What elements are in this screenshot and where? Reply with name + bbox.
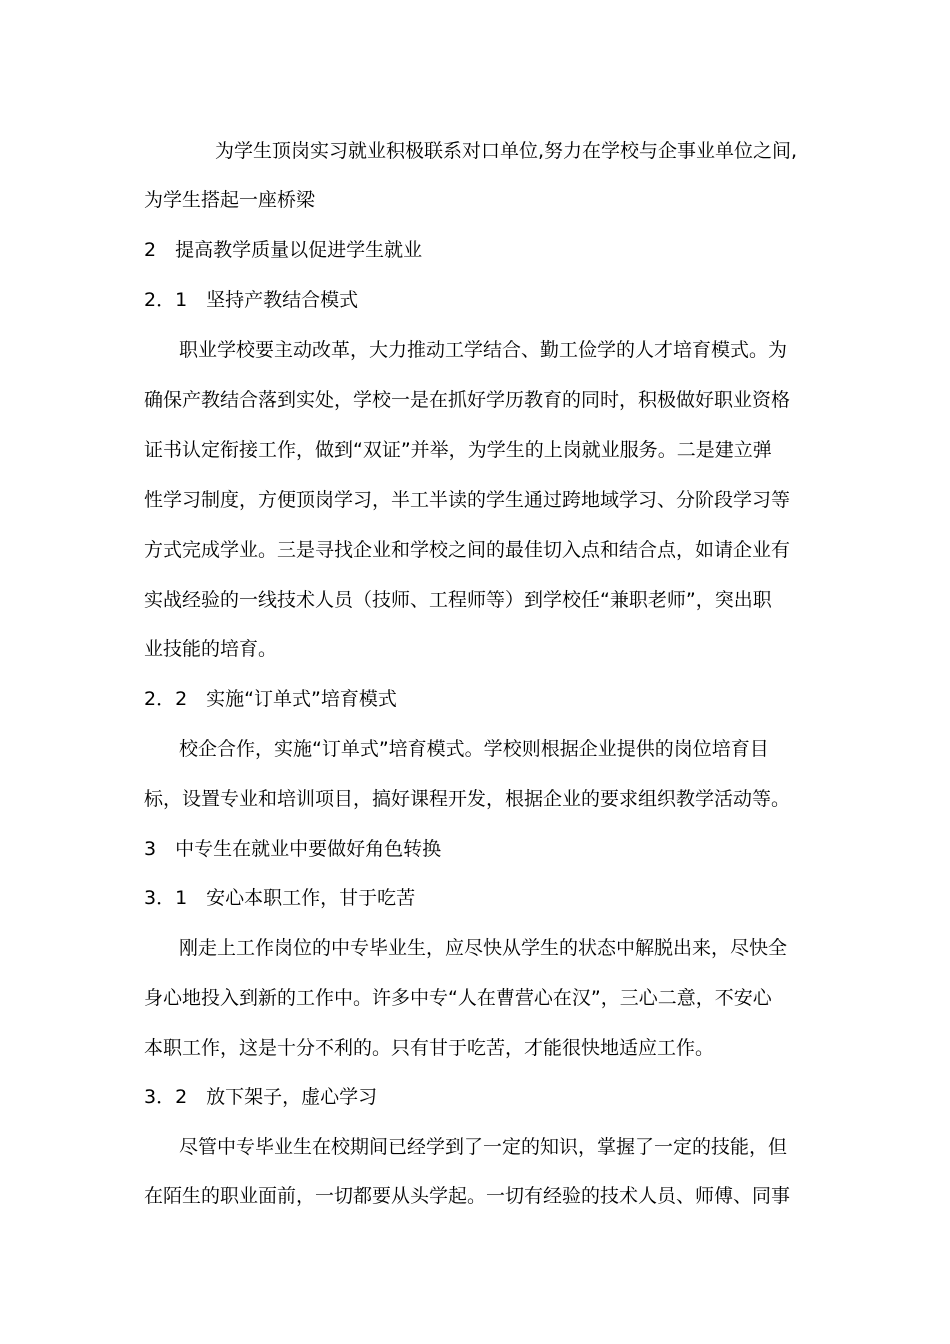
paragraph-line: 确保产教结合落到实处，学校一是在抓好学历教育的同时，积极做好职业资格 — [144, 389, 791, 411]
paragraph-line: 性学习制度，方便顶岗学习，半工半读的学生通过跨地域学习、分阶段学习等 — [144, 489, 791, 511]
section-heading: 2 提高教学质量以促进学生就业 — [144, 239, 423, 261]
paragraph-line: 为学生搭起一座桥梁 — [144, 189, 316, 211]
paragraph-line: 刚走上工作岗位的中专毕业生，应尽快从学生的状态中解脱出来，尽快全 — [179, 937, 788, 959]
paragraph-line: 业技能的培育。 — [144, 638, 278, 660]
paragraph-line: 在陌生的职业面前，一切都要从头学起。一切有经验的技术人员、师傅、同事 — [144, 1185, 791, 1207]
subsection-heading: 2．1 坚持产教结合模式 — [144, 289, 359, 311]
paragraph-line: 尽管中专毕业生在校期间已经学到了一定的知识，掌握了一定的技能，但 — [179, 1136, 788, 1158]
subsection-heading: 2．2 实施“订单式”培育模式 — [144, 688, 397, 710]
paragraph-line: 标，设置专业和培训项目，搞好课程开发，根据企业的要求组织教学活动等。 — [144, 788, 791, 810]
paragraph-line: 实战经验的一线技术人员（技师、工程师等）到学校任“兼职老师”，突出职 — [144, 589, 772, 611]
paragraph-line: 身心地投入到新的工作中。许多中专“人在曹营心在汉”，三心二意，不安心 — [144, 987, 772, 1009]
paragraph-line: 校企合作，实施“订单式”培育模式。学校则根据企业提供的岗位培育目 — [179, 738, 769, 760]
subsection-heading: 3．1 安心本职工作，甘于吃苦 — [144, 887, 416, 909]
paragraph-line: 职业学校要主动改革，大力推动工学结合、勤工俭学的人才培育模式。为 — [179, 339, 788, 361]
subsection-heading: 3．2 放下架子，虚心学习 — [144, 1086, 378, 1108]
paragraph-line: 为学生顶岗实习就业积极联系对口单位,努力在学校与企事业单位之间, — [215, 140, 798, 162]
paragraph-line: 证书认定衔接工作，做到“双证”并举，为学生的上岗就业服务。二是建立弹 — [144, 439, 772, 461]
paragraph-line: 本职工作，这是十分不利的。只有甘于吃苦，才能很快地适应工作。 — [144, 1037, 715, 1059]
paragraph-line: 方式完成学业。三是寻找企业和学校之间的最佳切入点和结合点，如请企业有 — [144, 539, 791, 561]
section-heading: 3 中专生在就业中要做好角色转换 — [144, 838, 442, 860]
